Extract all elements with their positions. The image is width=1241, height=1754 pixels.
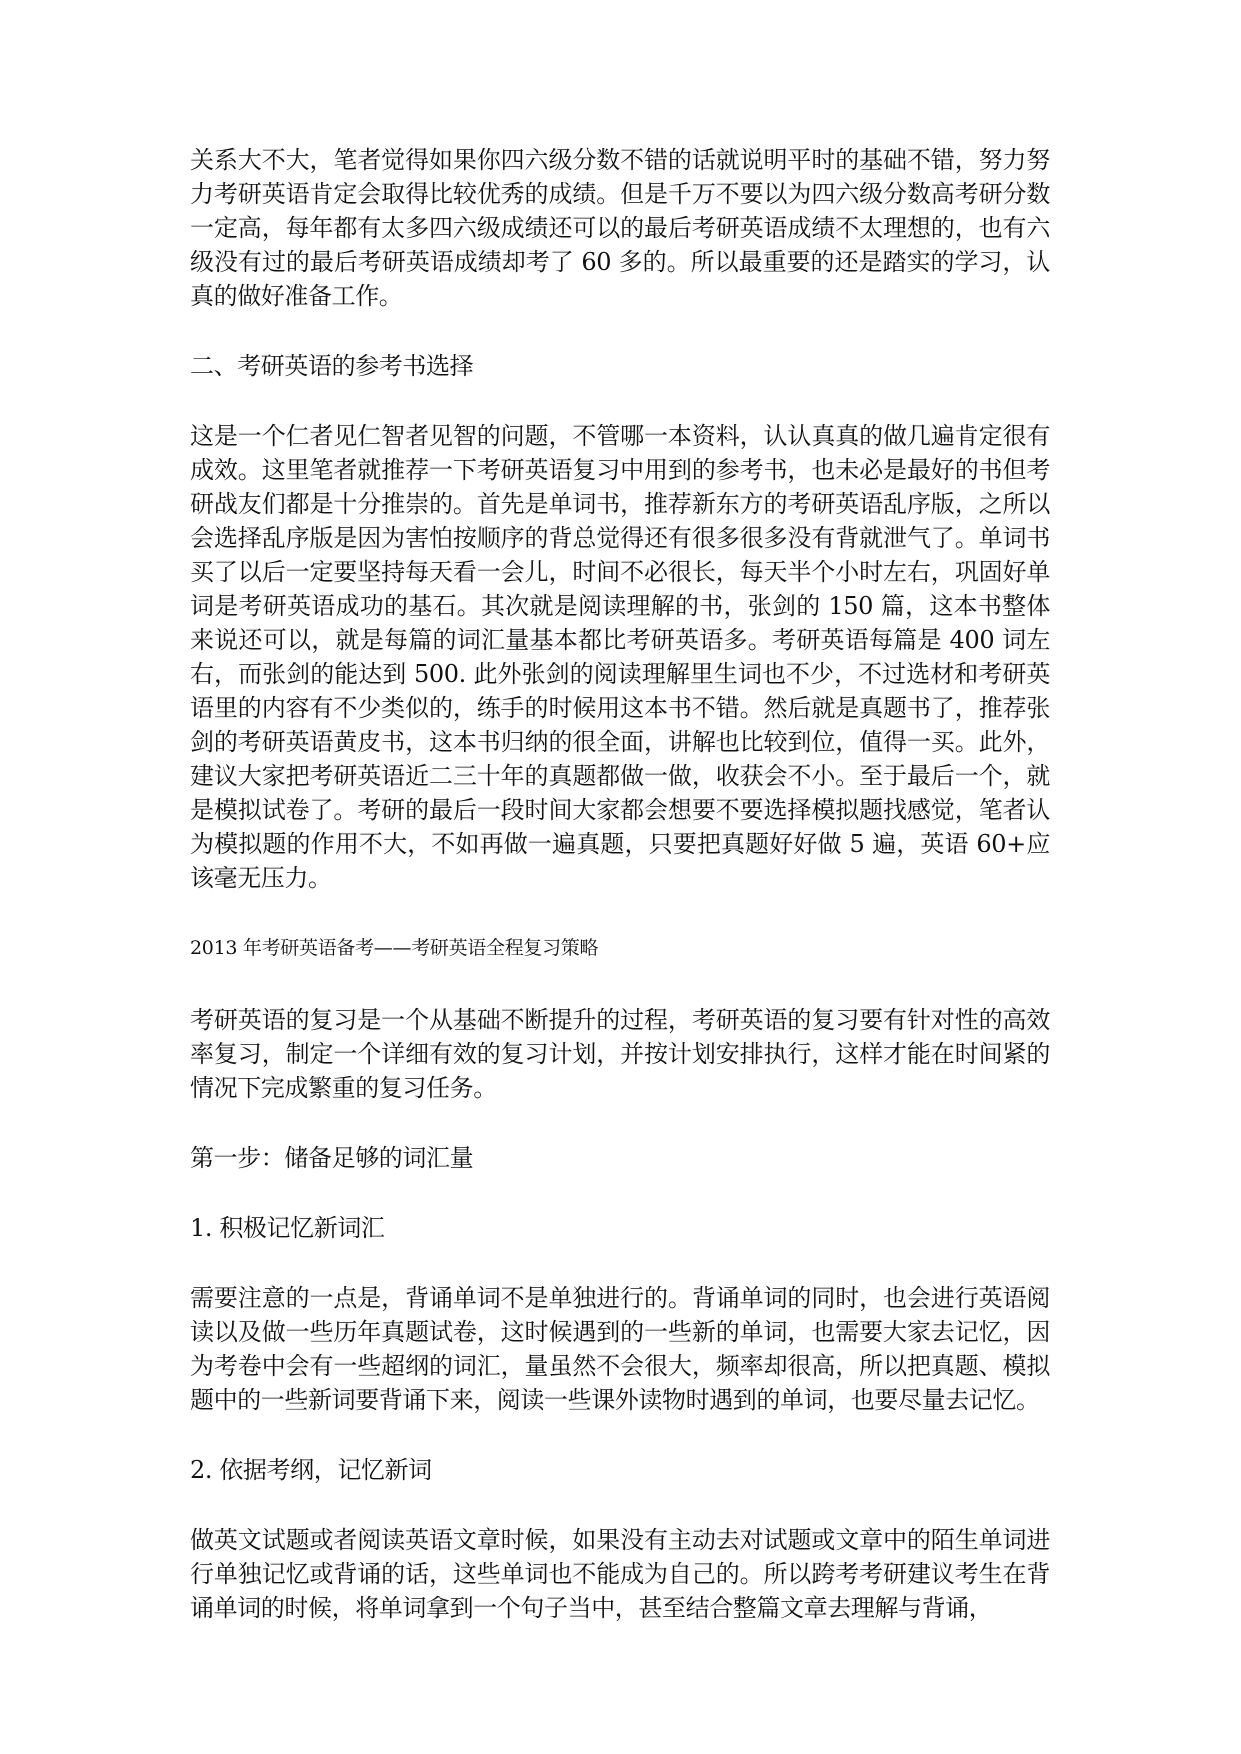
article-title: 2013 年考研英语备考——考研英语全程复习策略 (190, 937, 599, 959)
subheading-memorize-new-words: 1. 积极记忆新词汇 (190, 1214, 385, 1242)
step-heading-vocabulary: 第一步：储备足够的词汇量 (190, 1144, 474, 1172)
subheading-syllabus-words: 2. 依据考纲，记忆新词 (190, 1456, 432, 1484)
document-body (190, 143, 1050, 1625)
paragraph-syllabus-words: 做英文试题或者阅读英语文章时候，如果没有主动去对试题或文章中的陌生单词进行单独记忆或背诵的话，这些单词也不能成为自己的。所以跨考考研建议考生在背诵单词的时候，将单词拿到一个句子当中，甚至结合整篇文章去理解与背诵， (190, 1526, 1050, 1622)
paragraph-reference-books: 这是一个仁者见仁智者见智的问题，不管哪一本资料，认认真真的做几遍肯定很有成效。这里笔者就推荐一下考研英语复习中用到的参考书，也未必是最好的书但考研战友们都是十分推崇的。首先是单词书，推荐新东方的考研英语乱序版，之所以会选择乱序版是因为害怕按顺序的背总觉得还有很多很多没有背就泄气了。单词书买了以后一定要坚持每天看一会儿，时间不必很长，每天半个小时左右，巩固好单词是考研英语成功的基石。其次就是阅读理解的书，张剑的 150 篇，这本书整体来说还可以，就是每篇的词汇量基本都比考研英语多。考研英语每篇是 400 词左右，而张剑的能达到 500. 此外张剑的阅读理解里生词也不少，不过选材和考研英语里的内容有不少类似的，练手的时候用这本书不错。然后就是真题书了，推荐张剑的考研英语黄皮书，这本书归纳的很全面，讲解也比较到位，值得一买。此外，建议大家把考研英语近二三十年的真题都做一做，收获会不小。至于最后一个，就是模拟试卷了。考研的最后一段时间大家都会想要不要选择模拟题找感觉，笔者认为模拟题的作用不大，不如再做一遍真题，只要把真题好好做 5 遍，英语 60+应该毫无压力。 (190, 422, 1050, 892)
section-heading-reference-books: 二、考研英语的参考书选择 (190, 352, 474, 380)
paragraph-intro: 关系大不大，笔者觉得如果你四六级分数不错的话就说明平时的基础不错，努力努力考研英语肯定会取得比较优秀的成绩。但是千万不要以为四六级分数高考研分数一定高，每年都有太多四六级成绩还可以的最后考研英语成绩不太理想的，也有六级没有过的最后考研英语成绩却考了 60 多的。所以最重要的还是踏实的学习，认真的做好准备工作。 (190, 146, 1050, 310)
paragraph-review-strategy: 考研英语的复习是一个从基础不断提升的过程，考研英语的复习要有针对性的高效率复习，制定一个详细有效的复习计划，并按计划安排执行，这样才能在时间紧的情况下完成繁重的复习任务。 (190, 1006, 1050, 1102)
paragraph-memorize-new-words: 需要注意的一点是，背诵单词不是单独进行的。背诵单词的同时，也会进行英语阅读以及做一些历年真题试卷，这时候遇到的一些新的单词，也需要大家去记忆，因为考卷中会有一些超纲的词汇，量虽然不会很大，频率却很高，所以把真题、模拟题中的一些新词要背诵下来，阅读一些课外读物时遇到的单词，也要尽量去记忆。 (190, 1284, 1050, 1414)
